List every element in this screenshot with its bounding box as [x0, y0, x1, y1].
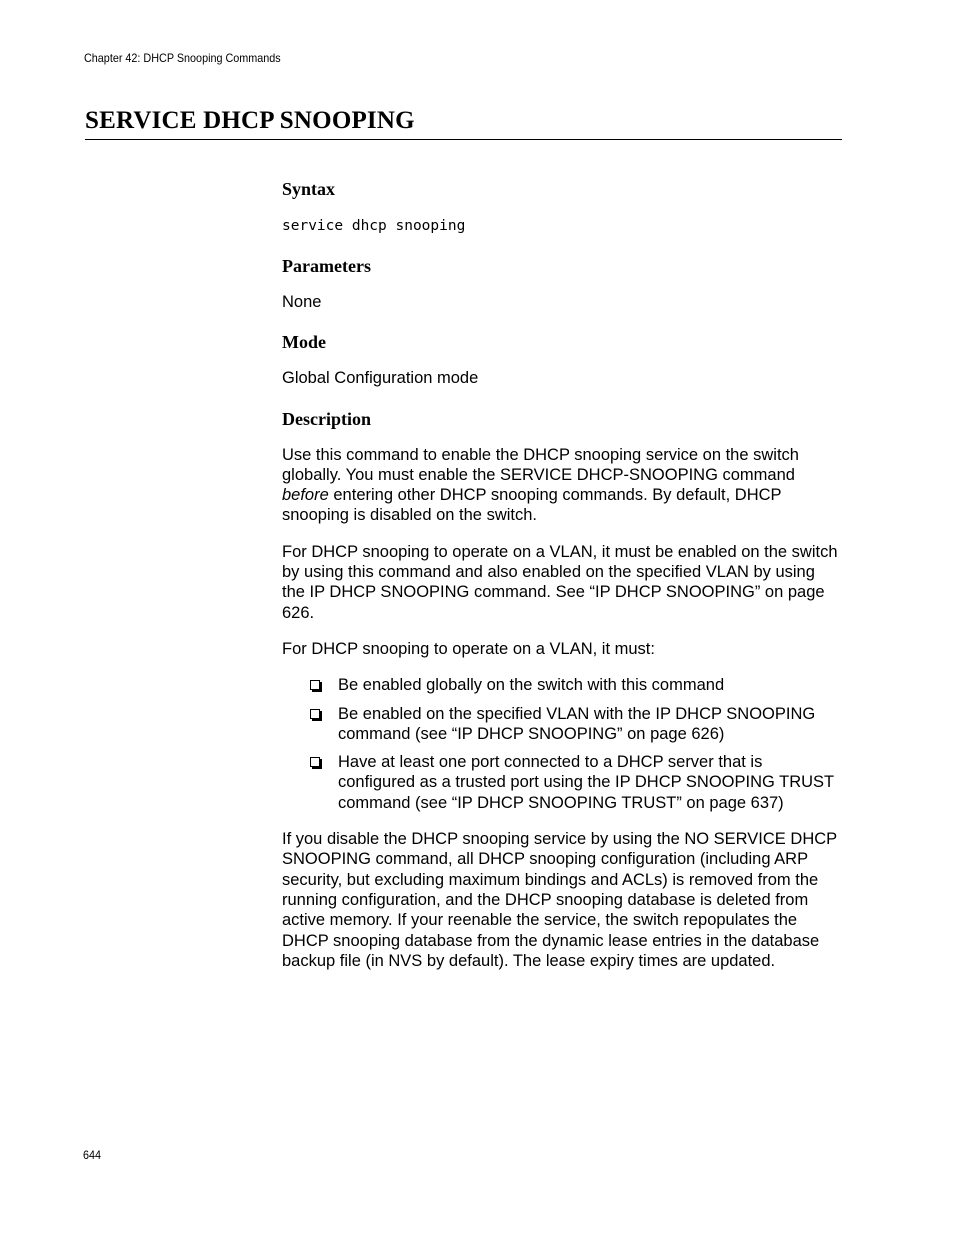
page-title: SERVICE DHCP SNOOPING — [85, 107, 415, 134]
description-paragraph-2: For DHCP snooping to operate on a VLAN, it must be enabled on the switch by using this command and also enabled on the specified VLAN by using the IP DHCP SNOOPING command. See “IP DHCP SNOOPING” on page 626. — [282, 542, 838, 622]
description-paragraph-1 — [282, 445, 842, 526]
parameters-text: None — [282, 293, 322, 311]
list-item — [282, 704, 842, 745]
mode-text: Global Configuration mode — [282, 369, 479, 388]
list-item-text: Be enabled globally on the switch with this command — [338, 676, 725, 695]
list-item — [282, 752, 842, 813]
checkbox-bullet-icon — [310, 680, 320, 690]
running-header: Chapter 42: DHCP Snooping Commands — [84, 51, 281, 65]
checkbox-bullet-icon — [310, 757, 320, 767]
description-heading: Description — [282, 408, 371, 429]
list-item-text: Have at least one port connected to a DHCP server that is configured as a trusted port using the IP DHCP SNOOPING TRUST command (see “IP DHCP SNOOPING TRUST” on page 637) — [338, 753, 834, 812]
requirements-list — [282, 675, 842, 813]
checkbox-bullet-icon — [310, 709, 320, 719]
parameters-heading: Parameters — [282, 256, 371, 276]
description-paragraph-1-part-b: entering other DHCP snooping commands. By default, DHCP snooping is disabled on the switch. — [282, 486, 782, 525]
syntax-code: service dhcp snooping — [282, 218, 466, 234]
list-item — [282, 675, 842, 695]
page-number: 644 — [83, 1148, 102, 1162]
description-paragraph-4: If you disable the DHCP snooping service by using the NO SERVICE DHCP SNOOPING command, all DHCP snooping configuration (including ARP security, but excluding maximum bindings and ACLs) is removed from the running configuration, and the DHCP snooping database is deleted from active memory. If your reenable the service, the switch repopulates the DHCP snooping database from the dynamic lease entries in the database backup file (in NVS by default). The lease expiry times are updated. — [282, 830, 837, 970]
main-content — [282, 178, 842, 971]
description-paragraph-1-part-a: Use this command to enable the DHCP snooping service on the switch globally. You must enable the SERVICE DHCP-SNOOPING command — [282, 445, 799, 484]
syntax-heading: Syntax — [282, 179, 336, 199]
emphasis-before: before — [282, 486, 329, 505]
title-block — [85, 106, 842, 140]
mode-heading: Mode — [282, 332, 326, 353]
list-item-text: Be enabled on the specified VLAN with the IP DHCP SNOOPING command (see “IP DHCP SNOOPING” on page 626) — [338, 704, 816, 743]
description-paragraph-3: For DHCP snooping to operate on a VLAN, it must: — [282, 639, 655, 658]
